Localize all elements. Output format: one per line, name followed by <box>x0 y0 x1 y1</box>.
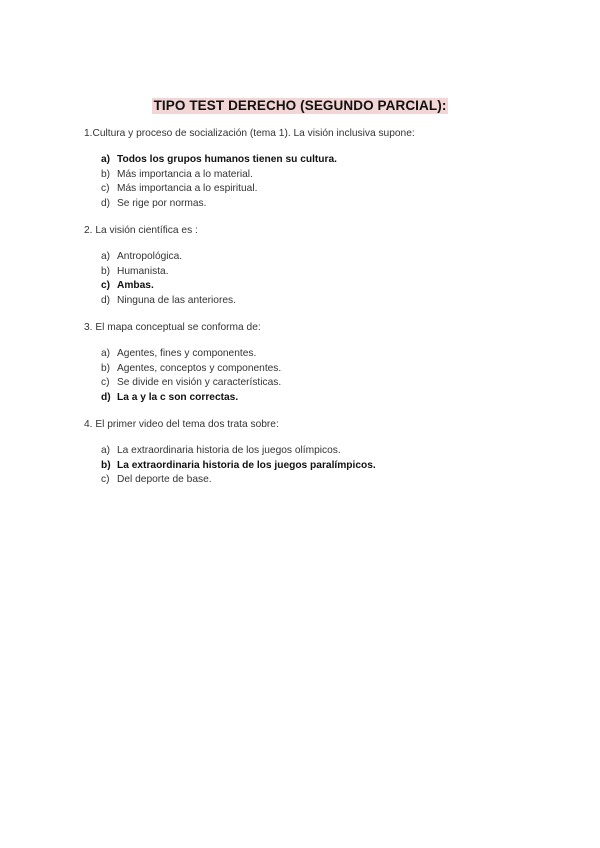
option-letter: b) <box>101 168 111 180</box>
option-letter: c) <box>101 377 110 389</box>
option-letter: c) <box>101 280 111 292</box>
option-letter: a) <box>101 154 111 165</box>
question-4-option-b <box>101 459 541 474</box>
option-letter: d) <box>101 391 111 403</box>
option-text: Del deporte de base. <box>117 474 212 486</box>
option-text: Humanista. <box>117 265 169 277</box>
option-text: Ambas. <box>117 280 154 292</box>
question-2-options <box>101 250 541 308</box>
option-text: Se rige por normas. <box>117 197 207 209</box>
question-3-option-a <box>101 347 541 362</box>
option-letter: d) <box>101 294 111 306</box>
option-letter: b) <box>101 265 111 277</box>
question-3-options <box>101 347 541 405</box>
title-container <box>0 97 600 115</box>
option-letter: a) <box>101 251 111 262</box>
option-text: Ninguna de las anteriores. <box>117 294 236 306</box>
question-1-option-d <box>101 197 541 212</box>
question-4-options <box>101 444 541 488</box>
question-1-option-a <box>101 153 541 168</box>
question-2-option-c <box>101 279 541 294</box>
option-letter: c) <box>101 474 110 486</box>
question-4-option-a <box>101 444 541 459</box>
option-letter: c) <box>101 183 110 195</box>
question-4-option-c <box>101 473 541 488</box>
option-text: Antropológica. <box>117 251 183 262</box>
question-1-option-c <box>101 182 541 197</box>
option-text: La extraordinaria historia de los juegos olímpicos. <box>117 445 341 456</box>
option-letter: b) <box>101 362 111 374</box>
question-2-option-a <box>101 250 541 265</box>
question-1-text: 1.Cultura y proceso de socialización (tema 1). La visión inclusiva supone: <box>84 128 415 139</box>
question-2-option-d <box>101 294 541 309</box>
option-text: Agentes, fines y componentes. <box>117 348 257 359</box>
option-text: La extraordinaria historia de los juegos paralímpicos. <box>117 459 376 471</box>
option-letter: a) <box>101 348 111 359</box>
option-letter: d) <box>101 197 111 209</box>
option-text: Más importancia a lo espiritual. <box>117 183 258 195</box>
question-3-text: 3. El mapa conceptual se conforma de: <box>84 322 261 333</box>
option-letter: a) <box>101 445 111 456</box>
question-2-option-b <box>101 265 541 280</box>
option-text: Agentes, conceptos y componentes. <box>117 362 282 374</box>
question-3-option-c <box>101 376 541 391</box>
option-letter: b) <box>101 459 111 471</box>
question-2-text: 2. La visión científica es : <box>84 225 198 236</box>
question-3-option-d <box>101 391 541 406</box>
question-1-options <box>101 153 541 211</box>
question-4-text: 4. El primer video del tema dos trata sobre: <box>84 419 279 430</box>
page-title: TIPO TEST DERECHO (SEGUNDO PARCIAL): <box>153 98 447 113</box>
option-text: Todos los grupos humanos tienen su cultura. <box>117 154 337 165</box>
question-1-option-b <box>101 168 541 183</box>
option-text: Se divide en visión y características. <box>117 377 282 389</box>
option-text: Más importancia a lo material. <box>117 168 253 180</box>
option-text: La a y la c son correctas. <box>117 391 239 403</box>
question-3-option-b <box>101 362 541 377</box>
